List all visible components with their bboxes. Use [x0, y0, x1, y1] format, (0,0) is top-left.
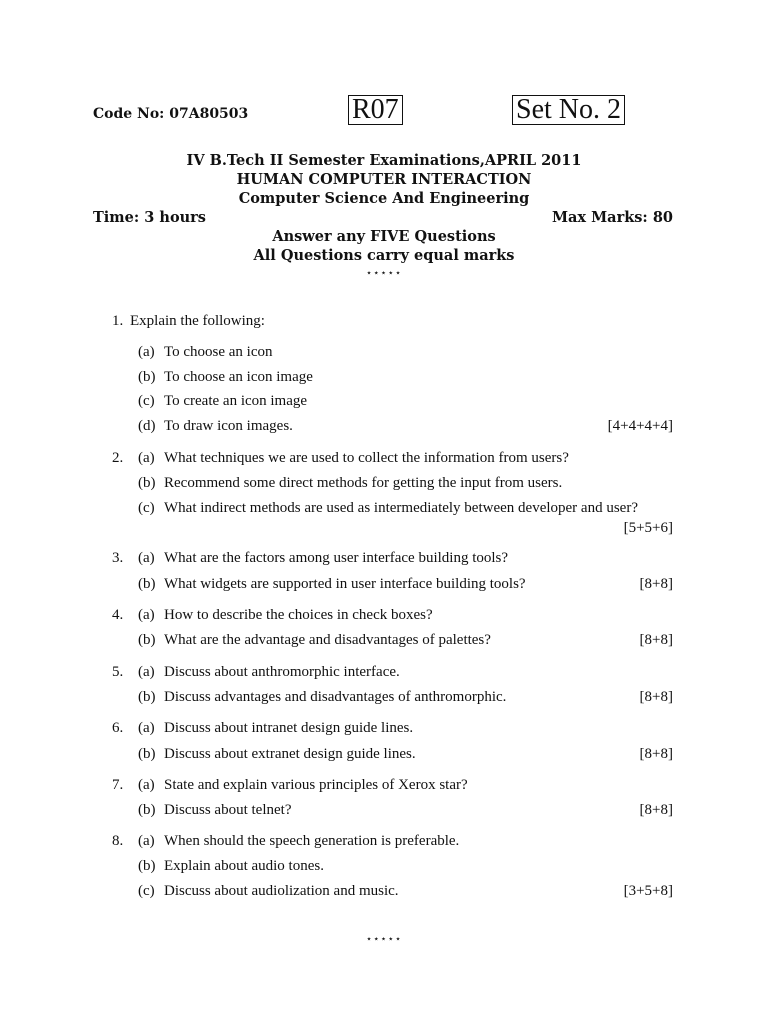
set-number-box: Set No. 2 [512, 95, 625, 125]
part-text: Discuss advantages and disadvantages of anthromorphic. [164, 689, 507, 705]
part-label: (b) [138, 632, 156, 648]
part-text: Explain about audio tones. [164, 858, 324, 874]
part-label: (d) [138, 418, 156, 434]
part-label: (c) [138, 883, 155, 899]
regulation-box: R07 [348, 95, 403, 125]
part-text: Discuss about audiolization and music. [164, 883, 399, 899]
question-number: 5. [112, 664, 124, 680]
instruction-equal: All Questions carry equal marks [253, 247, 515, 264]
part-label: (b) [138, 576, 156, 592]
part-text: What are the factors among user interface building tools? [164, 550, 509, 566]
marks-allocation: [8+8] [639, 746, 673, 762]
part-label: (b) [138, 369, 156, 385]
question-number: 7. [112, 777, 124, 793]
marks-allocation: [8+8] [639, 632, 673, 648]
part-label: (b) [138, 689, 156, 705]
marks-allocation: [4+4+4+4] [607, 418, 673, 434]
part-text: To choose an icon image [164, 369, 313, 385]
max-marks: Max Marks: 80 [551, 209, 673, 226]
code-number: Code No: 07A80503 [93, 106, 249, 122]
part-label: (b) [138, 858, 156, 874]
exam-time: Time: 3 hours [93, 209, 206, 226]
part-text: What techniques we are used to collect the information from users? [164, 450, 569, 466]
marks-allocation: [8+8] [639, 576, 673, 592]
exam-title: IV B.Tech II Semester Examinations,APRIL 2011 [186, 152, 582, 169]
part-label: (a) [138, 664, 155, 680]
part-text: Discuss about telnet? [164, 802, 292, 818]
question-number: 1. [112, 313, 124, 329]
subject-title: HUMAN COMPUTER INTERACTION [236, 171, 532, 188]
part-text: What are the advantage and disadvantages of palettes? [164, 632, 491, 648]
part-text: Discuss about anthromorphic interface. [164, 664, 400, 680]
marks-allocation: [8+8] [639, 689, 673, 705]
part-label: (b) [138, 475, 156, 491]
part-label: (a) [138, 720, 155, 736]
marks-allocation: [3+5+8] [623, 883, 673, 899]
part-text: Discuss about intranet design guide lines. [164, 720, 414, 736]
branch-title: Computer Science And Engineering [238, 190, 530, 207]
part-text: Recommend some direct methods for getting the input from users. [164, 475, 563, 491]
marks-allocation: [5+5+6] [623, 520, 673, 536]
part-text: What widgets are supported in user interface building tools? [164, 576, 526, 592]
question-number: 4. [112, 607, 124, 623]
part-label: (a) [138, 607, 155, 623]
question-number: 2. [112, 450, 124, 466]
part-label: (a) [138, 550, 155, 566]
marks-allocation: [8+8] [639, 802, 673, 818]
part-label: (b) [138, 746, 156, 762]
header-stars: ⋆⋆⋆⋆⋆ [365, 268, 403, 279]
footer-stars: ⋆⋆⋆⋆⋆ [365, 934, 403, 945]
part-text: To draw icon images. [164, 418, 293, 434]
part-label: (c) [138, 393, 155, 409]
part-text: What indirect methods are used as intermediately between developer and user? [164, 500, 638, 516]
question-number: 3. [112, 550, 124, 566]
part-label: (a) [138, 450, 155, 466]
question-number: 8. [112, 833, 124, 849]
question-lead: Explain the following: [130, 313, 265, 329]
part-label: (c) [138, 500, 155, 516]
part-text: To create an icon image [164, 393, 308, 409]
part-text: When should the speech generation is preferable. [164, 833, 460, 849]
part-text: To choose an icon [164, 344, 273, 360]
part-label: (a) [138, 344, 155, 360]
part-label: (a) [138, 777, 155, 793]
part-label: (b) [138, 802, 156, 818]
instruction-five: Answer any FIVE Questions [272, 228, 496, 245]
part-text: Discuss about extranet design guide lines. [164, 746, 416, 762]
question-number: 6. [112, 720, 124, 736]
part-text: How to describe the choices in check boxes? [164, 607, 433, 623]
part-text: State and explain various principles of Xerox star? [164, 777, 468, 793]
part-label: (a) [138, 833, 155, 849]
